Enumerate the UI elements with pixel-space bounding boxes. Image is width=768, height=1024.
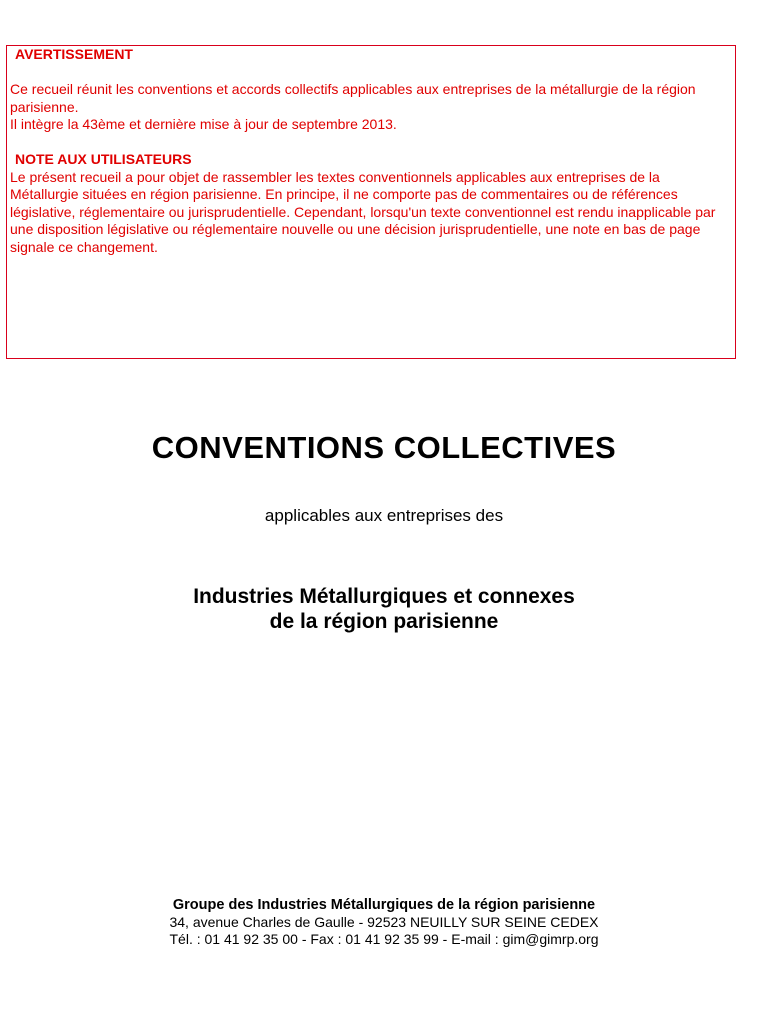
- industry-title-line-2: de la région parisienne: [269, 610, 499, 633]
- warning-line-2: Il intègre la 43ème et dernière mise à jour de septembre 2013.: [10, 116, 397, 132]
- spacer: [10, 134, 729, 152]
- spacer: [10, 64, 729, 82]
- industry-title: [0, 584, 768, 634]
- footer-organization: Groupe des Industries Métallurgiques de la région parisienne: [172, 897, 596, 913]
- footer-contact: Tél. : 01 41 92 35 00 - Fax : 01 41 92 35 99 - E-mail : gim@gimrp.org: [169, 931, 599, 947]
- warning-line-1: Ce recueil réunit les conventions et accords collectifs applicables aux entreprises de la métallurgie de la région parisienne.: [10, 81, 696, 115]
- subtitle: applicables aux entreprises des: [264, 506, 504, 525]
- page-title: CONVENTIONS COLLECTIVES: [151, 430, 617, 465]
- note-heading: NOTE AUX UTILISATEURS: [15, 151, 192, 167]
- footer: [0, 897, 768, 948]
- footer-address: 34, avenue Charles de Gaulle - 92523 NEUILLY SUR SEINE CEDEX: [169, 914, 599, 930]
- note-text: Le présent recueil a pour objet de rassembler les textes conventionnels applicables aux entreprises de la Métallurgie situées en région parisienne. En principe, il ne comporte pas de commentaires ou de références législative, réglementaire ou jurisprudentielle. Cependant, lorsqu'un texte conventionnel est rendu inapplicable par une disposition législative ou réglementaire nouvelle ou une décision jurisprudentielle, une note en bas de page signale ce changement.: [10, 168, 716, 255]
- notice-box: [6, 45, 736, 359]
- industry-title-line-1: Industries Métallurgiques et connexes: [193, 585, 575, 608]
- warning-heading: AVERTISSEMENT: [15, 46, 133, 62]
